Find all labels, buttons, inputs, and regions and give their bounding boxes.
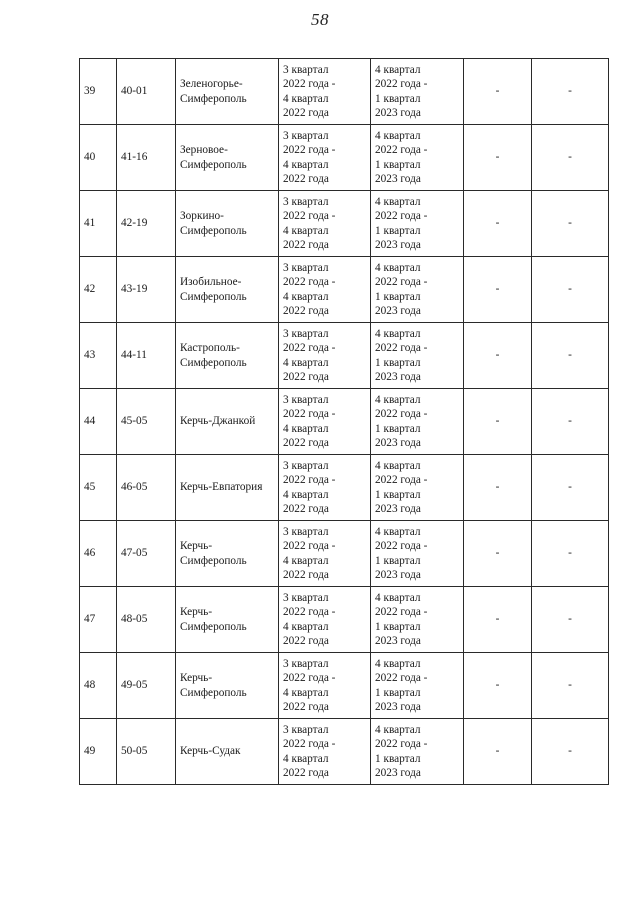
start-period-cell bbox=[279, 125, 371, 191]
dash-cell bbox=[464, 257, 532, 323]
row-number-cell bbox=[80, 719, 117, 785]
end-period-cell bbox=[371, 455, 464, 521]
end-period-cell bbox=[371, 653, 464, 719]
dash-text: - bbox=[568, 547, 572, 560]
start-period-cell bbox=[279, 719, 371, 785]
end-period-text: 4 квартал 2022 года - 1 квартал 2023 года bbox=[375, 723, 428, 779]
route-code-cell bbox=[117, 125, 176, 191]
table-row bbox=[80, 191, 609, 257]
route-name-text: Керчь- Симферополь bbox=[180, 606, 247, 633]
route-name-cell bbox=[176, 191, 279, 257]
end-period-cell bbox=[371, 323, 464, 389]
row-number-cell bbox=[80, 389, 117, 455]
start-period-text: 3 квартал 2022 года - 4 квартал 2022 года bbox=[283, 195, 336, 251]
row-number-text: 41 bbox=[84, 217, 96, 230]
row-number-text: 44 bbox=[84, 415, 96, 428]
routes-table bbox=[79, 58, 609, 785]
dash-cell bbox=[464, 653, 532, 719]
route-code-text: 42-19 bbox=[121, 217, 148, 230]
route-name-text: Зоркино- Симферополь bbox=[180, 210, 247, 237]
row-number-text: 45 bbox=[84, 481, 96, 494]
dash-cell bbox=[532, 653, 609, 719]
route-name-cell bbox=[176, 257, 279, 323]
row-number-text: 39 bbox=[84, 85, 96, 98]
routes-table-body bbox=[80, 59, 609, 785]
dash-cell bbox=[532, 389, 609, 455]
start-period-text: 3 квартал 2022 года - 4 квартал 2022 года bbox=[283, 591, 336, 647]
row-number-cell bbox=[80, 125, 117, 191]
end-period-text: 4 квартал 2022 года - 1 квартал 2023 года bbox=[375, 393, 428, 449]
route-code-cell bbox=[117, 653, 176, 719]
route-code-cell bbox=[117, 257, 176, 323]
start-period-text: 3 квартал 2022 года - 4 квартал 2022 года bbox=[283, 393, 336, 449]
route-name-text: Зеленогорье- Симферополь bbox=[180, 78, 247, 105]
start-period-text: 3 квартал 2022 года - 4 квартал 2022 года bbox=[283, 327, 336, 383]
route-name-cell bbox=[176, 587, 279, 653]
dash-text: - bbox=[495, 217, 500, 230]
end-period-cell bbox=[371, 719, 464, 785]
dash-cell bbox=[464, 587, 532, 653]
dash-cell bbox=[532, 257, 609, 323]
dash-cell bbox=[532, 323, 609, 389]
dash-cell bbox=[464, 323, 532, 389]
dash-text: - bbox=[495, 745, 500, 758]
route-code-cell bbox=[117, 521, 176, 587]
start-period-cell bbox=[279, 323, 371, 389]
route-name-cell bbox=[176, 323, 279, 389]
end-period-text: 4 квартал 2022 года - 1 квартал 2023 года bbox=[375, 129, 428, 185]
route-name-cell bbox=[176, 455, 279, 521]
start-period-cell bbox=[279, 653, 371, 719]
end-period-text: 4 квартал 2022 года - 1 квартал 2023 года bbox=[375, 525, 428, 581]
start-period-cell bbox=[279, 257, 371, 323]
row-number-text: 47 bbox=[84, 613, 96, 626]
row-number-cell bbox=[80, 323, 117, 389]
start-period-text: 3 квартал 2022 года - 4 квартал 2022 года bbox=[283, 525, 336, 581]
route-name-cell bbox=[176, 653, 279, 719]
route-code-text: 47-05 bbox=[121, 547, 148, 560]
dash-text: - bbox=[495, 679, 500, 692]
route-code-text: 46-05 bbox=[121, 481, 148, 494]
dash-text: - bbox=[568, 151, 572, 164]
end-period-cell bbox=[371, 521, 464, 587]
row-number-cell bbox=[80, 455, 117, 521]
route-code-text: 50-05 bbox=[121, 745, 148, 758]
dash-text: - bbox=[495, 85, 500, 98]
end-period-cell bbox=[371, 587, 464, 653]
dash-cell bbox=[532, 59, 609, 125]
route-code-text: 44-11 bbox=[121, 349, 147, 362]
route-code-text: 41-16 bbox=[121, 151, 148, 164]
dash-text: - bbox=[568, 349, 572, 362]
dash-text: - bbox=[495, 415, 500, 428]
dash-cell bbox=[464, 191, 532, 257]
route-name-text: Керчь-Джанкой bbox=[180, 415, 256, 428]
end-period-text: 4 квартал 2022 года - 1 квартал 2023 года bbox=[375, 591, 428, 647]
table-row bbox=[80, 389, 609, 455]
table-row bbox=[80, 59, 609, 125]
route-name-text: Керчь- Симферополь bbox=[180, 672, 247, 699]
dash-cell bbox=[532, 587, 609, 653]
dash-text: - bbox=[568, 745, 572, 758]
table-row bbox=[80, 719, 609, 785]
dash-text: - bbox=[568, 283, 572, 296]
route-name-cell bbox=[176, 521, 279, 587]
row-number-text: 42 bbox=[84, 283, 96, 296]
route-name-text: Зерновое- Симферополь bbox=[180, 144, 247, 171]
dash-cell bbox=[532, 521, 609, 587]
route-name-text: Изобильное- Симферополь bbox=[180, 276, 247, 303]
row-number-cell bbox=[80, 653, 117, 719]
end-period-cell bbox=[371, 59, 464, 125]
end-period-text: 4 квартал 2022 года - 1 квартал 2023 года bbox=[375, 657, 428, 713]
route-name-cell bbox=[176, 389, 279, 455]
route-code-cell bbox=[117, 59, 176, 125]
route-name-cell bbox=[176, 719, 279, 785]
dash-cell bbox=[464, 389, 532, 455]
row-number-text: 43 bbox=[84, 349, 96, 362]
dash-cell bbox=[532, 191, 609, 257]
end-period-cell bbox=[371, 125, 464, 191]
row-number-cell bbox=[80, 257, 117, 323]
start-period-cell bbox=[279, 587, 371, 653]
route-code-text: 40-01 bbox=[121, 85, 148, 98]
route-code-cell bbox=[117, 191, 176, 257]
start-period-cell bbox=[279, 521, 371, 587]
route-name-cell bbox=[176, 59, 279, 125]
dash-text: - bbox=[568, 679, 572, 692]
end-period-cell bbox=[371, 191, 464, 257]
table-row bbox=[80, 125, 609, 191]
route-code-text: 45-05 bbox=[121, 415, 148, 428]
start-period-cell bbox=[279, 389, 371, 455]
route-name-cell bbox=[176, 125, 279, 191]
row-number-text: 48 bbox=[84, 679, 96, 692]
dash-text: - bbox=[568, 481, 572, 494]
route-code-cell bbox=[117, 455, 176, 521]
dash-text: - bbox=[495, 613, 500, 626]
table-row bbox=[80, 323, 609, 389]
row-number-text: 46 bbox=[84, 547, 96, 560]
route-name-text: Керчь- Симферополь bbox=[180, 540, 247, 567]
dash-text: - bbox=[568, 217, 572, 230]
start-period-text: 3 квартал 2022 года - 4 квартал 2022 года bbox=[283, 129, 336, 185]
dash-text: - bbox=[495, 481, 500, 494]
dash-cell bbox=[464, 521, 532, 587]
start-period-text: 3 квартал 2022 года - 4 квартал 2022 года bbox=[283, 723, 336, 779]
dash-cell bbox=[532, 719, 609, 785]
start-period-text: 3 квартал 2022 года - 4 квартал 2022 года bbox=[283, 261, 336, 317]
start-period-cell bbox=[279, 455, 371, 521]
start-period-cell bbox=[279, 191, 371, 257]
dash-text: - bbox=[495, 349, 500, 362]
table-row bbox=[80, 257, 609, 323]
route-code-cell bbox=[117, 323, 176, 389]
table-row bbox=[80, 521, 609, 587]
end-period-text: 4 квартал 2022 года - 1 квартал 2023 года bbox=[375, 459, 428, 515]
start-period-text: 3 квартал 2022 года - 4 квартал 2022 года bbox=[283, 63, 336, 119]
page-number: 58 bbox=[311, 10, 329, 29]
route-name-text: Керчь-Евпатория bbox=[180, 481, 263, 494]
dash-cell bbox=[532, 455, 609, 521]
table-row bbox=[80, 455, 609, 521]
table-row bbox=[80, 587, 609, 653]
dash-text: - bbox=[568, 613, 572, 626]
route-code-cell bbox=[117, 719, 176, 785]
row-number-text: 40 bbox=[84, 151, 96, 164]
end-period-text: 4 квартал 2022 года - 1 квартал 2023 года bbox=[375, 327, 428, 383]
dash-text: - bbox=[495, 283, 500, 296]
dash-text: - bbox=[495, 547, 500, 560]
end-period-cell bbox=[371, 389, 464, 455]
route-code-text: 48-05 bbox=[121, 613, 148, 626]
row-number-text: 49 bbox=[84, 745, 96, 758]
end-period-text: 4 квартал 2022 года - 1 квартал 2023 года bbox=[375, 195, 428, 251]
dash-text: - bbox=[568, 85, 572, 98]
route-code-cell bbox=[117, 389, 176, 455]
dash-cell bbox=[464, 125, 532, 191]
dash-text: - bbox=[495, 151, 500, 164]
route-code-cell bbox=[117, 587, 176, 653]
end-period-text: 4 квартал 2022 года - 1 квартал 2023 года bbox=[375, 261, 428, 317]
dash-cell bbox=[464, 59, 532, 125]
route-code-text: 43-19 bbox=[121, 283, 148, 296]
route-code-text: 49-05 bbox=[121, 679, 148, 692]
row-number-cell bbox=[80, 191, 117, 257]
route-name-text: Керчь-Судак bbox=[180, 745, 241, 758]
table-row bbox=[80, 653, 609, 719]
dash-text: - bbox=[568, 415, 572, 428]
end-period-text: 4 квартал 2022 года - 1 квартал 2023 года bbox=[375, 63, 428, 119]
start-period-text: 3 квартал 2022 года - 4 квартал 2022 года bbox=[283, 459, 336, 515]
row-number-cell bbox=[80, 521, 117, 587]
end-period-cell bbox=[371, 257, 464, 323]
dash-cell bbox=[464, 719, 532, 785]
row-number-cell bbox=[80, 59, 117, 125]
dash-cell bbox=[464, 455, 532, 521]
row-number-cell bbox=[80, 587, 117, 653]
start-period-text: 3 квартал 2022 года - 4 квартал 2022 года bbox=[283, 657, 336, 713]
route-name-text: Кастрополь- Симферополь bbox=[180, 342, 247, 369]
dash-cell bbox=[532, 125, 609, 191]
start-period-cell bbox=[279, 59, 371, 125]
